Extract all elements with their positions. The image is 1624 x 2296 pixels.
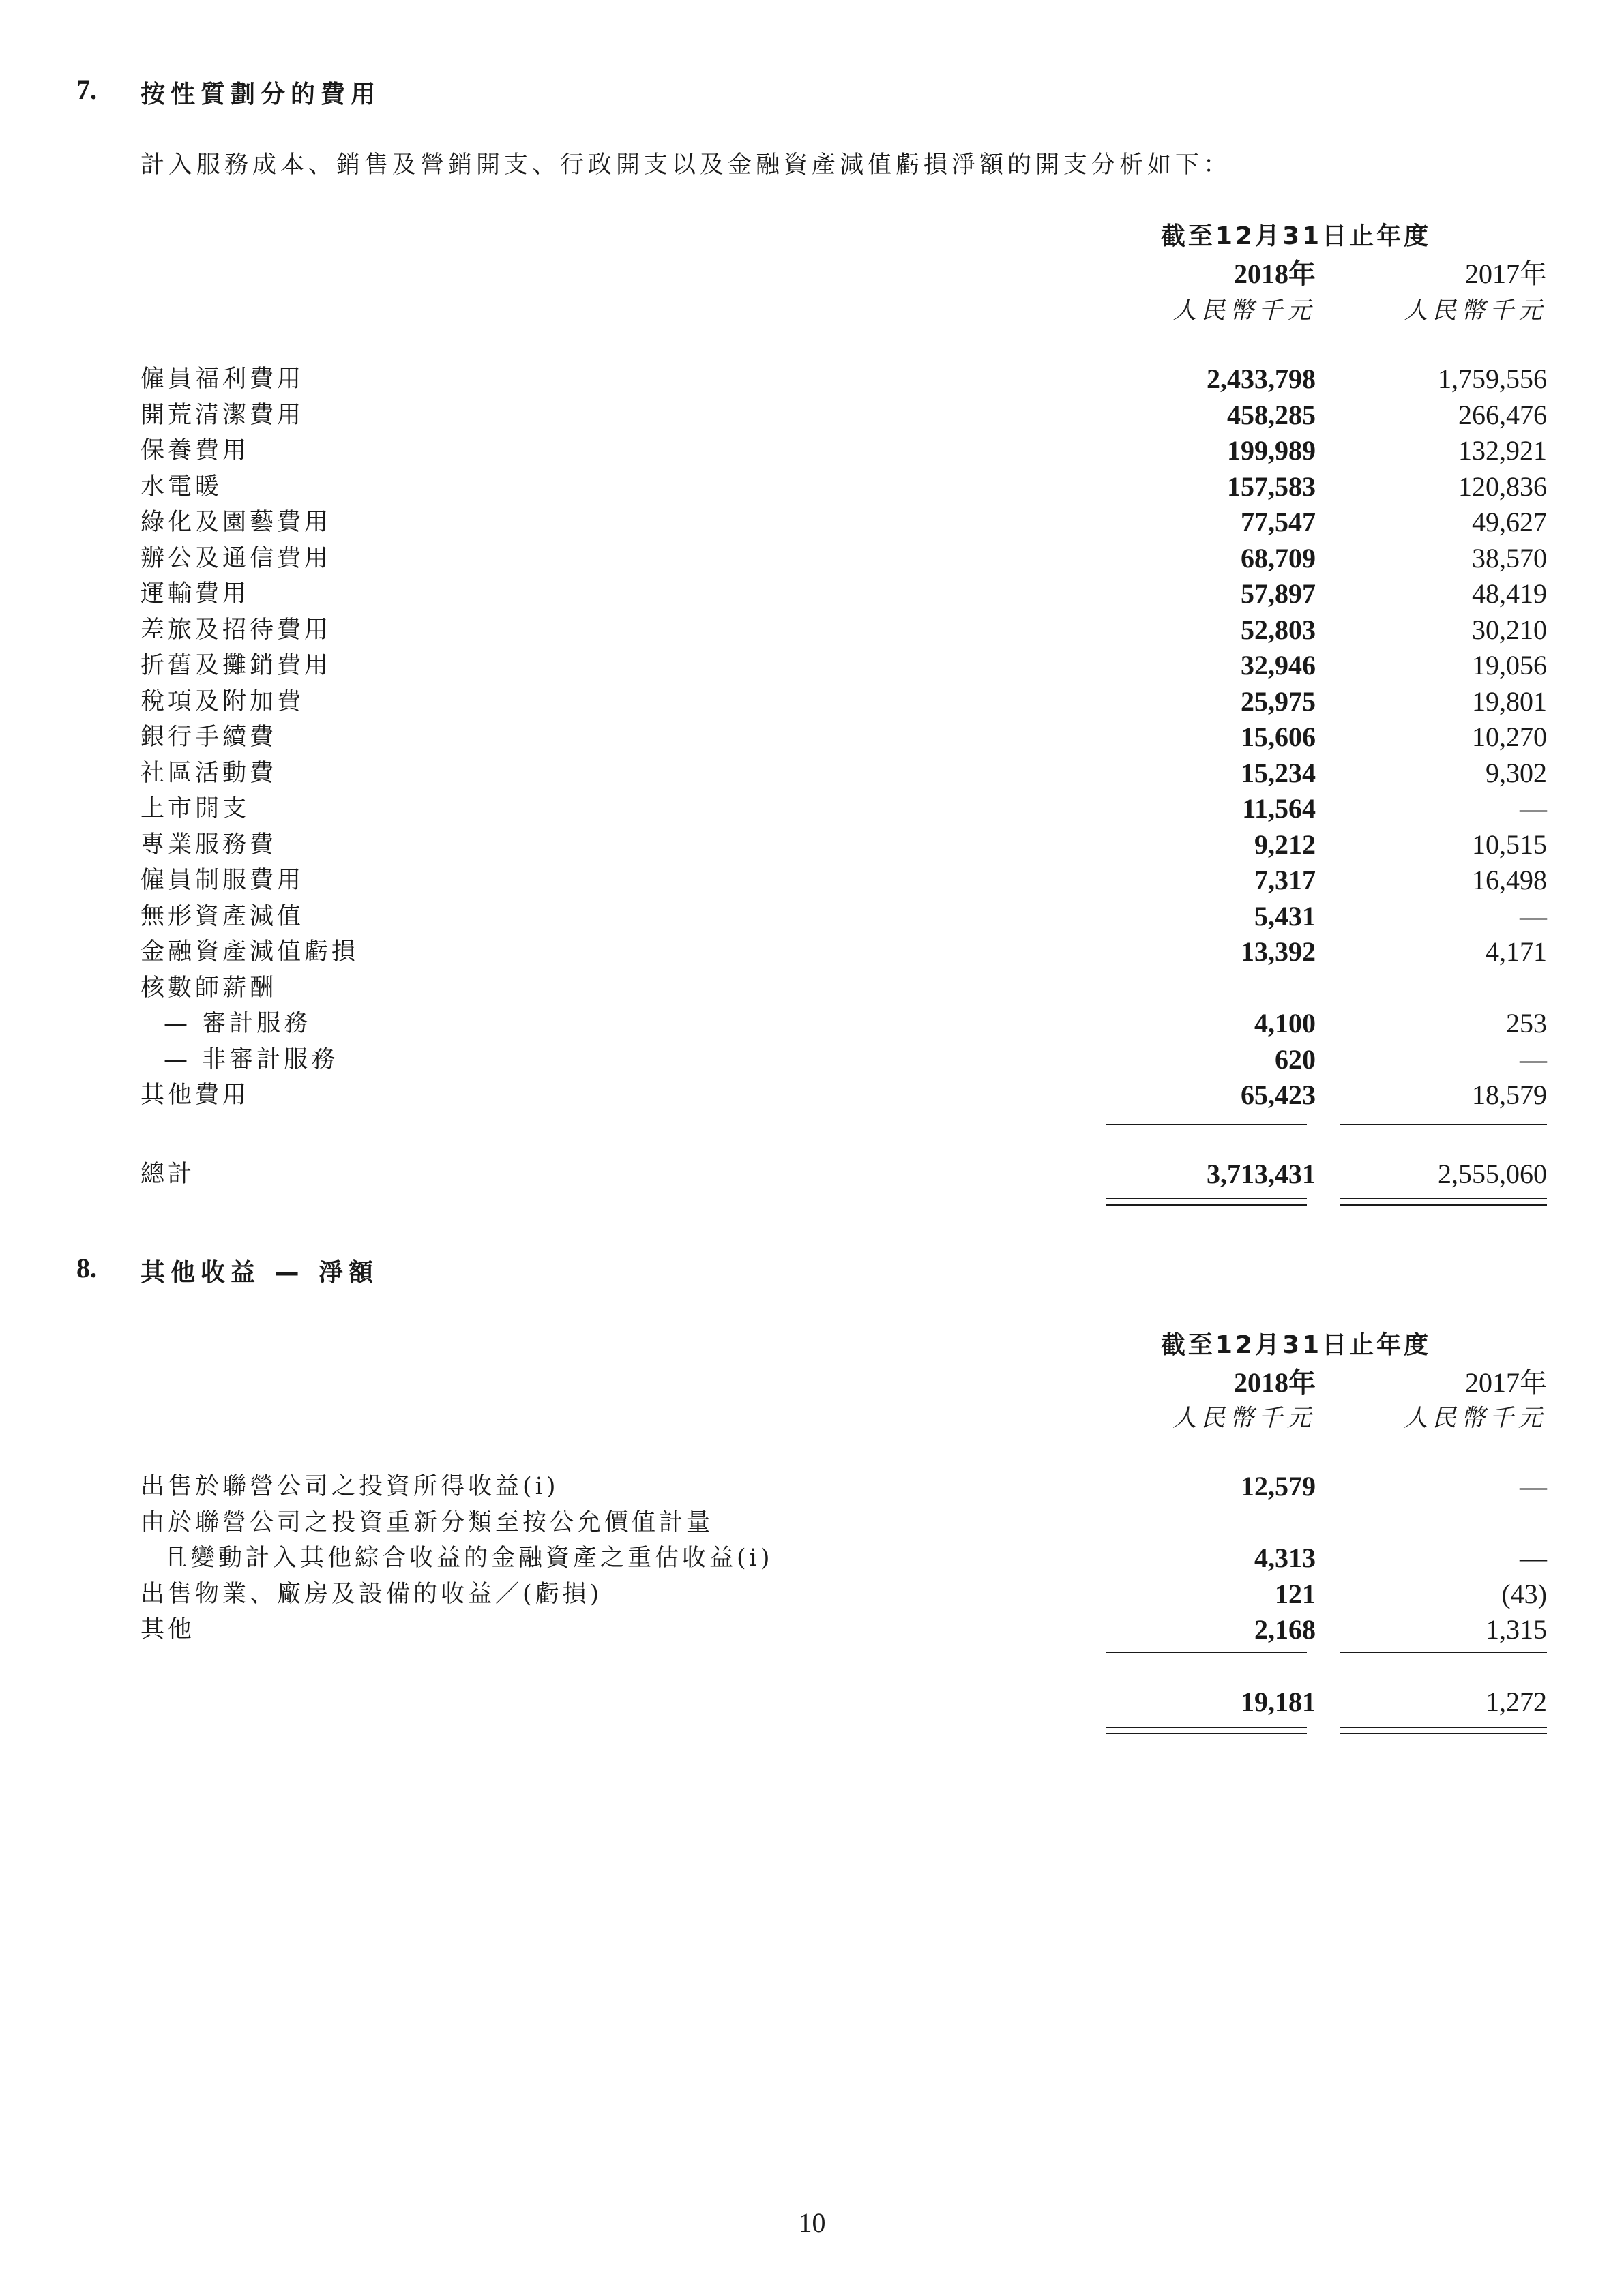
- row-label: 出售於聯營公司之投資所得收益(i): [141, 1473, 559, 1500]
- row-label: 上市開支: [141, 795, 250, 822]
- row-value-2018: 5,431: [1254, 900, 1316, 931]
- subtotal-rule-2017-8: [1340, 1652, 1547, 1653]
- row-value-2018: 620: [1275, 1043, 1316, 1075]
- row-value-2017: (43): [1501, 1578, 1547, 1609]
- row-label: 折舊及攤銷費用: [141, 652, 332, 679]
- row-label: 其他: [141, 1616, 196, 1643]
- row-value-2018: 199,989: [1227, 435, 1316, 466]
- year-2018-header-8: 2018年: [1234, 1367, 1316, 1398]
- row-value-2018: 458,285: [1227, 399, 1316, 430]
- row-value-2017: 18,579: [1472, 1079, 1547, 1110]
- row-value-2018: 4,313: [1254, 1542, 1316, 1573]
- total-2017: 2,555,060: [1438, 1159, 1547, 1189]
- row-value-2017: —: [1520, 1043, 1547, 1075]
- row-value-2017: 120,836: [1458, 471, 1547, 502]
- row-label: 專業服務費: [141, 831, 278, 859]
- table-row: [0, 433, 1624, 468]
- row-value-2018: 32,946: [1241, 650, 1316, 681]
- total-row: [0, 1157, 1624, 1192]
- table-row: [0, 970, 1624, 1006]
- row-label: 稅項及附加費: [141, 687, 305, 715]
- table-row: [0, 469, 1624, 505]
- table-row: [0, 398, 1624, 433]
- year-2017-header-8: 2017年: [1465, 1367, 1547, 1398]
- row-value-2018: 9,212: [1254, 829, 1316, 860]
- row-value-2017: 4,171: [1486, 936, 1547, 967]
- row-value-2017: 48,419: [1472, 578, 1547, 609]
- row-value-2018: 25,975: [1241, 685, 1316, 717]
- row-label: 水電暖: [141, 473, 223, 501]
- table-row: [0, 1505, 1624, 1540]
- row-label: 綠化及園藝費用: [141, 509, 332, 536]
- year-2018-header: 2018年: [1234, 258, 1316, 289]
- row-value-2017: —: [1520, 900, 1547, 931]
- row-value-2017: 19,056: [1472, 650, 1547, 681]
- year-2017-header: 2017年: [1465, 258, 1547, 289]
- row-value-2018: 2,168: [1254, 1614, 1316, 1645]
- table-row: [0, 1042, 1624, 1077]
- row-value-2018: 7,317: [1254, 865, 1316, 895]
- row-label: 出售物業、廠房及設備的收益／(虧損): [141, 1580, 603, 1608]
- total-2017-8: 1,272: [1486, 1686, 1547, 1717]
- row-label: 且變動計入其他綜合收益的金融資產之重估收益(i): [164, 1545, 773, 1572]
- row-label: 差旅及招待費用: [141, 616, 332, 644]
- page-number: 10: [798, 2207, 826, 2238]
- row-label: 運輸費用: [141, 580, 250, 608]
- row-value-2018: 57,897: [1241, 578, 1316, 609]
- unit-2018-8: 人民幣千元: [1172, 1405, 1316, 1432]
- row-value-2017: 38,570: [1472, 542, 1547, 573]
- row-value-2017: 10,270: [1472, 721, 1547, 752]
- total-double-rule-2017-8: [1340, 1727, 1547, 1734]
- table-row: [0, 648, 1624, 683]
- total-double-rule-2017: [1340, 1198, 1547, 1206]
- section-7-intro: 計入服務成本、銷售及營銷開支、行政開支以及金融資產減值虧損淨額的開支分析如下：: [141, 151, 1232, 179]
- total-2018: 3,713,431: [1207, 1159, 1316, 1189]
- unit-2018: 人民幣千元: [1172, 297, 1316, 325]
- row-label: 僱員制服費用: [141, 867, 305, 894]
- row-value-2018: 13,392: [1241, 936, 1316, 967]
- subtotal-rule-2018: [1106, 1124, 1307, 1125]
- row-value-2018: 157,583: [1227, 471, 1316, 502]
- row-label: — 非審計服務: [164, 1045, 339, 1073]
- row-value-2018: 77,547: [1241, 507, 1316, 537]
- row-value-2018: 11,564: [1242, 793, 1316, 824]
- row-value-2017: 1,759,556: [1438, 363, 1547, 394]
- period-header: 截至12月31日止年度: [1160, 222, 1432, 250]
- row-value-2017: 49,627: [1472, 507, 1547, 537]
- section-7-title: 按性質劃分的費用: [141, 80, 381, 108]
- row-value-2018: 2,433,798: [1207, 363, 1316, 394]
- table-row: [0, 684, 1624, 719]
- row-label: 其他費用: [141, 1082, 250, 1109]
- total-2018-8: 19,181: [1241, 1686, 1316, 1717]
- row-value-2017: 1,315: [1486, 1614, 1547, 1645]
- row-value-2018: 52,803: [1241, 614, 1316, 645]
- row-value-2017: —: [1520, 1542, 1547, 1573]
- row-value-2017: —: [1520, 793, 1547, 824]
- table-row: [0, 719, 1624, 755]
- subtotal-rule-2018-8: [1106, 1652, 1307, 1653]
- row-label: — 審計服務: [164, 1010, 312, 1037]
- row-label: 核數師薪酬: [141, 974, 278, 1002]
- table-row: [0, 1540, 1624, 1576]
- section-8-number: 8.: [76, 1253, 97, 1283]
- row-label: 由於聯營公司之投資重新分類至按公允價值計量: [141, 1508, 714, 1536]
- table-row: [0, 541, 1624, 576]
- row-value-2017: 19,801: [1472, 685, 1547, 717]
- table-row: [0, 361, 1624, 397]
- table-row: [0, 612, 1624, 648]
- table-row: [0, 1612, 1624, 1648]
- row-value-2017: 10,515: [1472, 829, 1547, 860]
- unit-2017-8: 人民幣千元: [1403, 1405, 1547, 1432]
- table-row: [0, 576, 1624, 612]
- row-value-2017: 132,921: [1458, 435, 1547, 466]
- row-label: 銀行手續費: [141, 724, 278, 751]
- period-header-8: 截至12月31日止年度: [1160, 1331, 1432, 1359]
- table-row: [0, 756, 1624, 791]
- table-row: [0, 1469, 1624, 1504]
- table-row: [0, 899, 1624, 934]
- row-label: 僱員福利費用: [141, 366, 305, 393]
- table-row: [0, 1077, 1624, 1113]
- total-double-rule-2018-8: [1106, 1727, 1307, 1734]
- row-value-2018: 68,709: [1241, 542, 1316, 573]
- row-label: 辦公及通信費用: [141, 544, 332, 572]
- row-value-2018: 4,100: [1254, 1008, 1316, 1039]
- table-row: [0, 1577, 1624, 1612]
- section-8-title: 其他收益 — 淨額: [141, 1259, 379, 1287]
- table-row: [0, 505, 1624, 540]
- row-label: 保養費用: [141, 437, 250, 464]
- unit-2017: 人民幣千元: [1403, 297, 1547, 325]
- table-row: [0, 1006, 1624, 1041]
- row-value-2018: 15,234: [1241, 757, 1316, 788]
- table-row: [0, 827, 1624, 863]
- row-value-2018: 65,423: [1241, 1079, 1316, 1110]
- row-label: 無形資產減值: [141, 902, 305, 930]
- subtotal-rule-2017: [1340, 1124, 1547, 1125]
- row-value-2018: 12,579: [1241, 1471, 1316, 1502]
- row-label: 金融資產減值虧損: [141, 938, 359, 966]
- total-label: 總計: [141, 1161, 196, 1188]
- row-value-2017: —: [1520, 1471, 1547, 1502]
- row-value-2018: 15,606: [1241, 721, 1316, 752]
- row-value-2017: 30,210: [1472, 614, 1547, 645]
- row-value-2017: 266,476: [1458, 399, 1547, 430]
- row-value-2017: 16,498: [1472, 865, 1547, 895]
- row-label: 社區活動費: [141, 759, 278, 787]
- total-row-8: [0, 1684, 1624, 1720]
- table-row: [0, 934, 1624, 970]
- table-row: [0, 863, 1624, 898]
- table-row: [0, 791, 1624, 826]
- row-value-2017: 253: [1506, 1008, 1547, 1039]
- section-7-number: 7.: [76, 74, 97, 105]
- total-double-rule-2018: [1106, 1198, 1307, 1206]
- row-label: 開荒清潔費用: [141, 401, 305, 429]
- row-value-2017: 9,302: [1486, 757, 1547, 788]
- row-value-2018: 121: [1275, 1578, 1316, 1609]
